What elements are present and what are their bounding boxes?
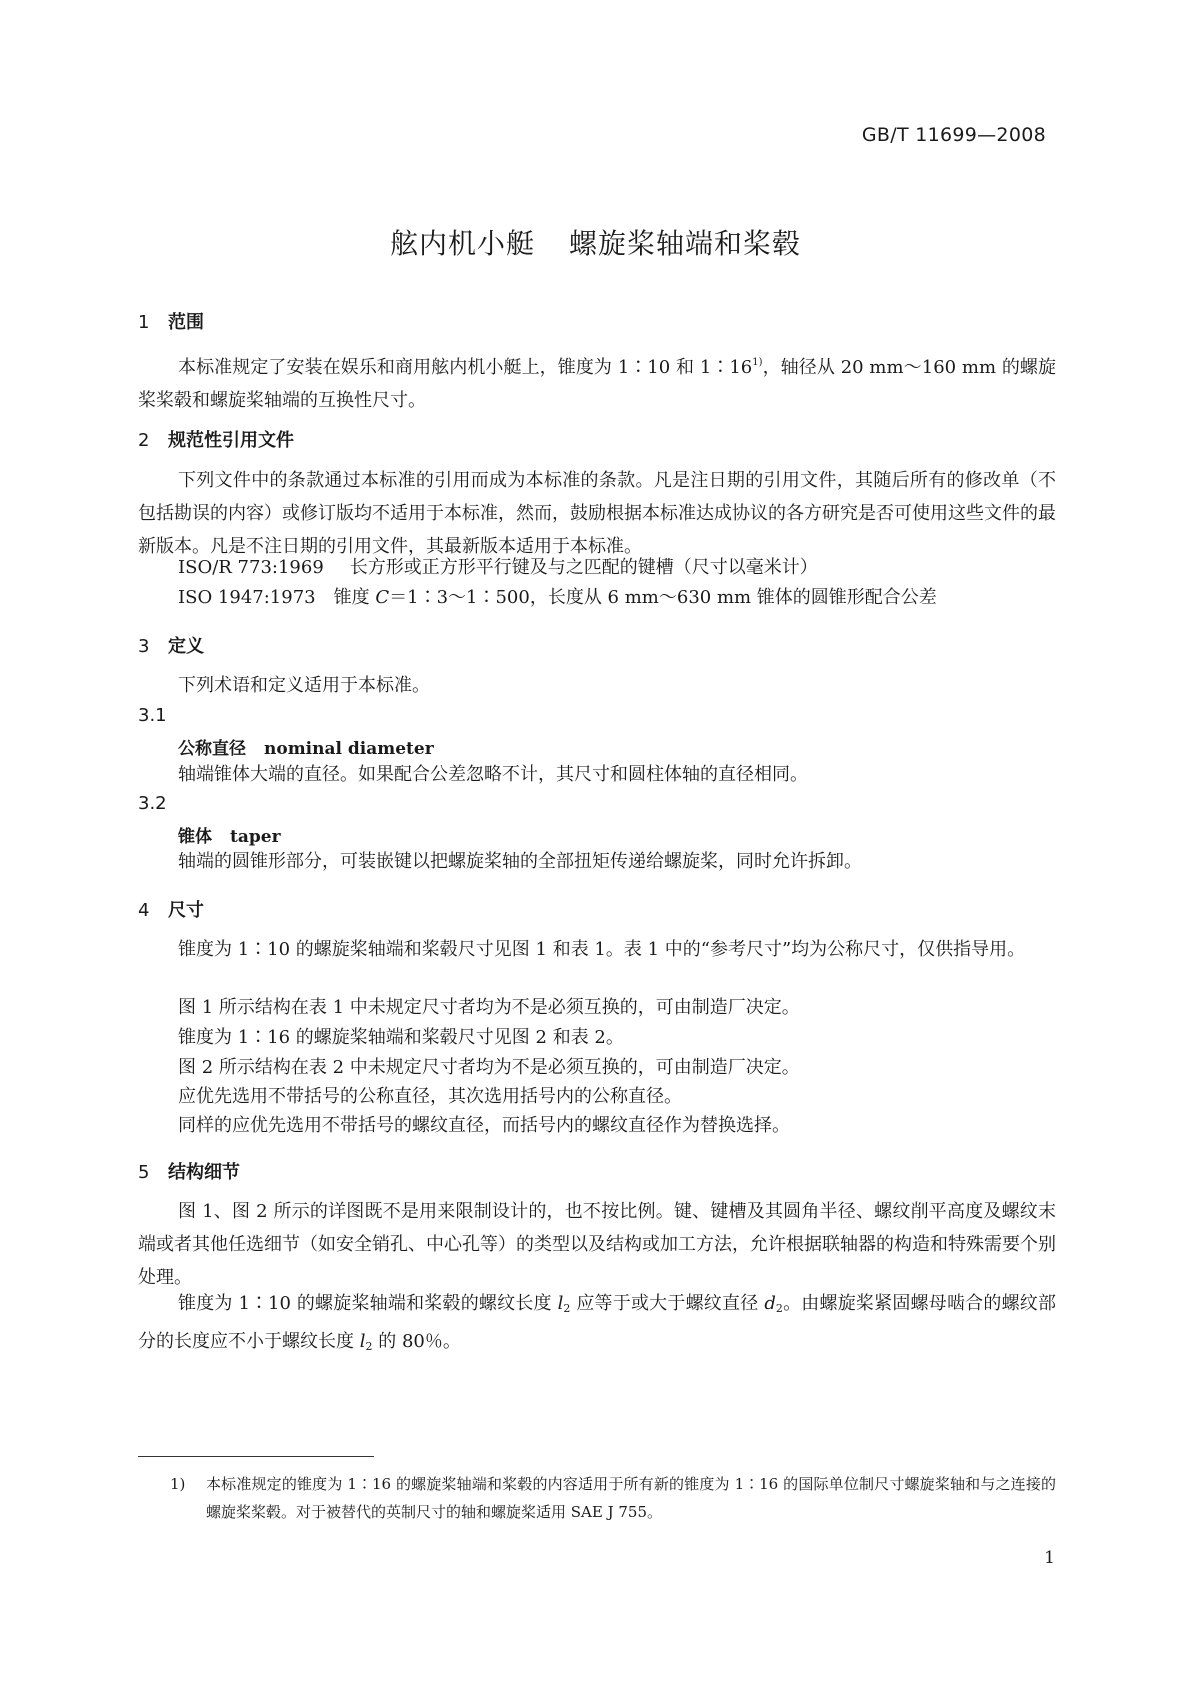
section-3-intro: 下列术语和定义适用于本标准。 xyxy=(178,675,430,696)
section-5-paragraph-2 xyxy=(138,1287,1056,1363)
text-run: 的 80％。 xyxy=(372,1331,461,1352)
subscript: 2 xyxy=(563,1302,571,1315)
reference-code: ISO/R 773:1969 xyxy=(178,557,324,578)
page-number: 1 xyxy=(1044,1548,1055,1568)
section-2-paragraph: 下列文件中的条款通过本标准的引用而成为本标准的条款。凡是注日期的引用文件，其随后所有的修改单（不包括勘误的内容）或修订版均不适用于本标准，然而，鼓励根据本标准达成协议的各方研究是否可使用这些文件的最新版本。凡是不注日期的引用文件，其最新版本适用于本标准。 xyxy=(138,470,1056,557)
section-4-paragraph: 锥度为 1∶10 的螺旋桨轴端和桨毂尺寸见图 1 和表 1。表 1 中的“参考尺寸”均为公称尺寸，仅供指导用。 xyxy=(178,939,1026,960)
normative-reference-1 xyxy=(178,551,818,584)
document-title xyxy=(0,222,1191,262)
footnote-ref: 1) xyxy=(752,357,763,368)
definition-nominal-diameter: 轴端锥体大端的直径。如果配合公差忽略不计，其尺寸和圆柱体轴的直径相同。 xyxy=(178,764,808,785)
section-number: 2 xyxy=(138,430,150,451)
normative-reference-2 xyxy=(178,581,937,614)
text-run: 锥度 xyxy=(333,587,376,608)
footnote-text: 本标准规定的锥度为 1∶16 的螺旋桨轴端和桨毂的内容适用于所有新的锥度为 1∶16 的国际单位制尺寸螺旋桨轴和与之连接的螺旋桨桨毂。对于被替代的英制尺寸的轴和螺旋桨适用 SAE J 755。 xyxy=(206,1475,1056,1521)
section-3-heading xyxy=(138,632,204,658)
text-run: 。由螺旋桨紧固螺母啮合的螺纹部分的长度应不小于螺纹长度 xyxy=(138,1293,1056,1352)
section-title: 定义 xyxy=(168,636,204,657)
term-nominal-diameter xyxy=(178,734,434,759)
section-5-paragraph-1: 图 1、图 2 所示的详图既不是用来限制设计的，也不按比例。键、键槽及其圆角半径、螺纹削平高度及螺纹末端或者其他任选细节（如安全销孔、中心孔等）的类型以及结构或加工方法，允许根据联轴器的构造和特殊需要个别处理。 xyxy=(138,1201,1056,1288)
section-1-heading xyxy=(138,308,204,334)
subscript: 2 xyxy=(775,1302,783,1315)
section-title: 范围 xyxy=(168,312,204,333)
subscript: 2 xyxy=(365,1340,373,1353)
section-4-line-5: 应优先选用不带括号的公称直径，其次选用括号内的公称直径。 xyxy=(178,1086,682,1107)
section-2-heading xyxy=(138,426,294,452)
term-cn: 公称直径 xyxy=(178,739,246,759)
section-title: 规范性引用文件 xyxy=(168,430,294,451)
title-part-1: 舷内机小艇 xyxy=(389,227,535,260)
text-run: ＝1∶3～1∶500，长度从 6 mm～630 mm 锥体的圆锥形配合公差 xyxy=(389,587,937,608)
section-4-line-3: 锥度为 1∶16 的螺旋桨轴端和桨毂尺寸见图 2 和表 2。 xyxy=(178,1027,624,1048)
term-en: taper xyxy=(230,827,281,847)
standard-number: GB/T 11699—2008 xyxy=(861,124,1046,146)
section-title: 尺寸 xyxy=(168,900,204,921)
section-4-line-2: 图 1 所示结构在表 1 中未规定尺寸者均为不是必须互换的，可由制造厂决定。 xyxy=(178,997,800,1018)
text-run: 本标准规定了安装在娱乐和商用舷内机小艇上，锥度为 1∶10 和 1∶16 xyxy=(178,357,753,378)
variable-l: l xyxy=(557,1293,564,1314)
section-number: 1 xyxy=(138,312,150,333)
text-run: 应等于或大于螺纹直径 xyxy=(570,1293,765,1314)
footnote-divider xyxy=(138,1456,374,1457)
footnote xyxy=(170,1470,1056,1526)
term-cn: 锥体 xyxy=(178,827,212,847)
title-part-2: 螺旋桨轴端和桨毂 xyxy=(569,227,802,260)
clause-3-2-number: 3.2 xyxy=(138,793,167,814)
section-number: 3 xyxy=(138,636,150,657)
section-5-heading xyxy=(138,1158,240,1184)
section-4-line-6: 同样的应优先选用不带括号的螺纹直径，而括号内的螺纹直径作为替换选择。 xyxy=(178,1115,790,1136)
reference-code: ISO 1947:1973 xyxy=(178,587,316,608)
variable-d: d xyxy=(764,1293,776,1314)
variable-c: C xyxy=(375,587,390,608)
variable-l: l xyxy=(359,1331,366,1352)
reference-title: 长方形或正方形平行键及与之匹配的键槽（尺寸以毫米计） xyxy=(349,557,818,578)
term-en: nominal diameter xyxy=(264,739,434,759)
text-run: 锥度为 1∶10 的螺旋桨轴端和桨毂的螺纹长度 xyxy=(178,1293,558,1314)
section-4-heading xyxy=(138,896,204,922)
section-4-line-4: 图 2 所示结构在表 2 中未规定尺寸者均为不是必须互换的，可由制造厂决定。 xyxy=(178,1057,800,1078)
section-number: 5 xyxy=(138,1162,150,1183)
section-title: 结构细节 xyxy=(168,1162,240,1183)
clause-3-1-number: 3.1 xyxy=(138,705,167,726)
term-taper xyxy=(178,822,281,847)
definition-taper: 轴端的圆锥形部分，可装嵌键以把螺旋桨轴的全部扭矩传递给螺旋桨，同时允许拆卸。 xyxy=(178,851,862,872)
section-number: 4 xyxy=(138,900,150,921)
section-1-paragraph xyxy=(138,346,1056,417)
text-run: ，轴径从 20 mm～160 mm 的螺旋桨桨毂和螺旋桨轴端的互换性尺寸。 xyxy=(138,357,1057,411)
footnote-mark: 1) xyxy=(170,1475,186,1493)
